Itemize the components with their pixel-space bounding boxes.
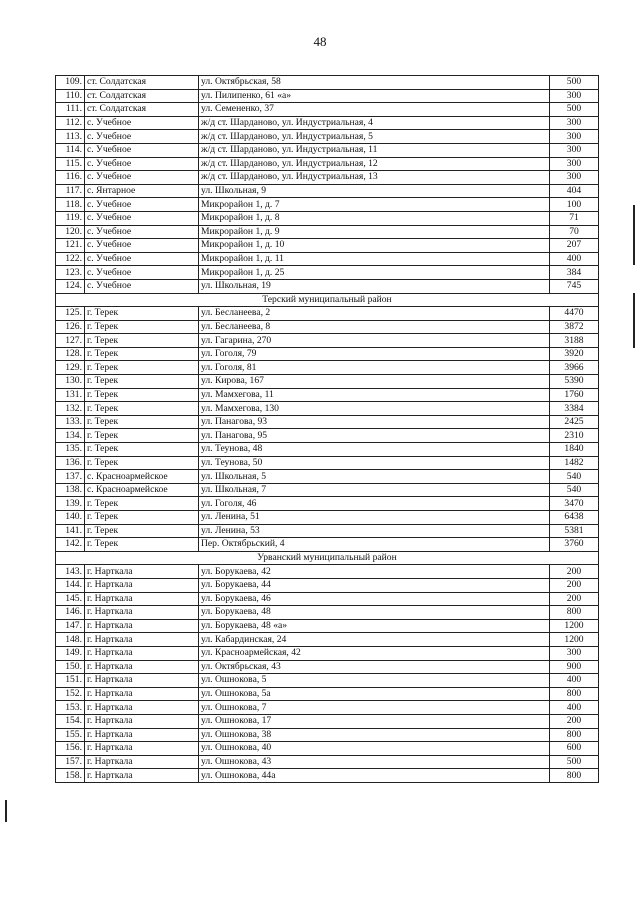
- address-cell: ж/д ст. Шарданово, ул. Индустриальная, 13: [199, 171, 550, 185]
- row-number: 141.: [56, 524, 85, 538]
- address-cell: ул. Ошнокова, 44а: [199, 769, 550, 783]
- table-row: [56, 483, 599, 497]
- address-cell: ул. Борукаева, 42: [199, 565, 550, 579]
- settlement-cell: с. Учебное: [85, 211, 199, 225]
- address-cell: ж/д ст. Шарданово, ул. Индустриальная, 4: [199, 116, 550, 130]
- row-number: 116.: [56, 171, 85, 185]
- table-row: [56, 429, 599, 443]
- table-row: [56, 143, 599, 157]
- table-row: [56, 130, 599, 144]
- row-number: 150.: [56, 660, 85, 674]
- value-cell: 5381: [550, 524, 599, 538]
- value-cell: 384: [550, 266, 599, 280]
- value-cell: 200: [550, 578, 599, 592]
- table-row: [56, 456, 599, 470]
- settlement-cell: г. Терек: [85, 320, 199, 334]
- table-row: [56, 769, 599, 783]
- table-row: [56, 402, 599, 416]
- value-cell: 300: [550, 143, 599, 157]
- value-cell: 1200: [550, 633, 599, 647]
- row-number: 119.: [56, 211, 85, 225]
- settlement-cell: ст. Солдатская: [85, 76, 199, 90]
- address-cell: ул. Школьная, 9: [199, 184, 550, 198]
- row-number: 135.: [56, 443, 85, 457]
- address-cell: ул. Ошнокова, 7: [199, 701, 550, 715]
- table-row: [56, 674, 599, 688]
- address-cell: ул. Борукаева, 44: [199, 578, 550, 592]
- row-number: 111.: [56, 103, 85, 117]
- address-cell: ул. Борукаева, 48 «а»: [199, 619, 550, 633]
- row-number: 113.: [56, 130, 85, 144]
- value-cell: 2310: [550, 429, 599, 443]
- value-cell: 1760: [550, 388, 599, 402]
- settlement-cell: г. Нарткала: [85, 633, 199, 647]
- value-cell: 1482: [550, 456, 599, 470]
- settlement-cell: с. Учебное: [85, 198, 199, 212]
- table-row: [56, 375, 599, 389]
- address-cell: ул. Ошнокова, 5а: [199, 687, 550, 701]
- settlement-cell: г. Терек: [85, 497, 199, 511]
- address-cell: ул. Борукаева, 46: [199, 592, 550, 606]
- table-row: [56, 565, 599, 579]
- settlement-cell: ст. Солдатская: [85, 103, 199, 117]
- row-number: 144.: [56, 578, 85, 592]
- scan-mark: [633, 205, 635, 265]
- address-cell: ул. Теунова, 50: [199, 456, 550, 470]
- value-cell: 200: [550, 592, 599, 606]
- value-cell: 70: [550, 225, 599, 239]
- value-cell: 71: [550, 211, 599, 225]
- row-number: 115.: [56, 157, 85, 171]
- value-cell: 400: [550, 252, 599, 266]
- value-cell: 800: [550, 606, 599, 620]
- value-cell: 800: [550, 687, 599, 701]
- table-row: [56, 538, 599, 552]
- settlement-cell: г. Нарткала: [85, 674, 199, 688]
- row-number: 151.: [56, 674, 85, 688]
- settlement-cell: г. Терек: [85, 375, 199, 389]
- settlement-cell: г. Терек: [85, 456, 199, 470]
- row-number: 132.: [56, 402, 85, 416]
- table-row: [56, 742, 599, 756]
- settlement-cell: с. Учебное: [85, 225, 199, 239]
- address-cell: ул. Ошнокова, 5: [199, 674, 550, 688]
- address-cell: ул. Гоголя, 79: [199, 347, 550, 361]
- settlement-cell: г. Нарткала: [85, 769, 199, 783]
- table-row: [56, 646, 599, 660]
- value-cell: 800: [550, 728, 599, 742]
- row-number: 142.: [56, 538, 85, 552]
- row-number: 146.: [56, 606, 85, 620]
- section-title: Урванский муниципальный район: [56, 551, 599, 565]
- value-cell: 300: [550, 116, 599, 130]
- table-row: [56, 157, 599, 171]
- row-number: 155.: [56, 728, 85, 742]
- value-cell: 404: [550, 184, 599, 198]
- address-cell: ул. Семененко, 37: [199, 103, 550, 117]
- settlement-cell: г. Терек: [85, 511, 199, 525]
- address-cell: ул. Панагова, 95: [199, 429, 550, 443]
- row-number: 143.: [56, 565, 85, 579]
- settlement-cell: г. Терек: [85, 538, 199, 552]
- address-cell: Микрорайон 1, д. 7: [199, 198, 550, 212]
- row-number: 157.: [56, 755, 85, 769]
- row-number: 110.: [56, 89, 85, 103]
- settlement-cell: г. Нарткала: [85, 660, 199, 674]
- row-number: 136.: [56, 456, 85, 470]
- settlement-cell: г. Терек: [85, 443, 199, 457]
- settlement-cell: с. Учебное: [85, 157, 199, 171]
- settlement-cell: с. Учебное: [85, 266, 199, 280]
- table-row: [56, 76, 599, 90]
- address-cell: ул. Гоголя, 46: [199, 497, 550, 511]
- table-row: [56, 361, 599, 375]
- table-row: [56, 320, 599, 334]
- value-cell: 600: [550, 742, 599, 756]
- table-row: [56, 415, 599, 429]
- settlement-cell: с. Учебное: [85, 252, 199, 266]
- address-cell: ул. Гоголя, 81: [199, 361, 550, 375]
- table-row: [56, 660, 599, 674]
- settlement-cell: с. Янтарное: [85, 184, 199, 198]
- address-cell: ж/д ст. Шарданово, ул. Индустриальная, 12: [199, 157, 550, 171]
- address-cell: ул. Панагова, 93: [199, 415, 550, 429]
- address-cell: ул. Теунова, 48: [199, 443, 550, 457]
- row-number: 148.: [56, 633, 85, 647]
- settlement-cell: г. Терек: [85, 524, 199, 538]
- settlement-cell: г. Нарткала: [85, 728, 199, 742]
- row-number: 109.: [56, 76, 85, 90]
- table-row: [56, 116, 599, 130]
- address-cell: Микрорайон 1, д. 9: [199, 225, 550, 239]
- value-cell: 300: [550, 157, 599, 171]
- value-cell: 3384: [550, 402, 599, 416]
- settlement-cell: г. Нарткала: [85, 687, 199, 701]
- settlement-cell: г. Нарткала: [85, 646, 199, 660]
- table-row: [56, 89, 599, 103]
- settlement-cell: г. Терек: [85, 402, 199, 416]
- address-cell: ул. Пилипенко, 61 «а»: [199, 89, 550, 103]
- value-cell: 4470: [550, 307, 599, 321]
- address-cell: ул. Бесланеева, 8: [199, 320, 550, 334]
- table-row: [56, 388, 599, 402]
- settlement-cell: г. Терек: [85, 429, 199, 443]
- value-cell: 745: [550, 279, 599, 293]
- row-number: 131.: [56, 388, 85, 402]
- value-cell: 3872: [550, 320, 599, 334]
- row-number: 126.: [56, 320, 85, 334]
- row-number: 128.: [56, 347, 85, 361]
- table-row: [56, 470, 599, 484]
- address-cell: Микрорайон 1, д. 25: [199, 266, 550, 280]
- settlement-cell: г. Терек: [85, 361, 199, 375]
- row-number: 139.: [56, 497, 85, 511]
- value-cell: 400: [550, 701, 599, 715]
- value-cell: 540: [550, 483, 599, 497]
- value-cell: 400: [550, 674, 599, 688]
- value-cell: 2425: [550, 415, 599, 429]
- row-number: 156.: [56, 742, 85, 756]
- settlement-cell: с. Учебное: [85, 116, 199, 130]
- settlement-cell: г. Нарткала: [85, 714, 199, 728]
- settlement-cell: г. Терек: [85, 347, 199, 361]
- registry-body: [56, 76, 599, 783]
- address-cell: ул. Октябрьская, 43: [199, 660, 550, 674]
- table-row: [56, 307, 599, 321]
- value-cell: 900: [550, 660, 599, 674]
- row-number: 125.: [56, 307, 85, 321]
- table-row: [56, 687, 599, 701]
- table-row: [56, 184, 599, 198]
- row-number: 149.: [56, 646, 85, 660]
- address-cell: ул. Ленина, 53: [199, 524, 550, 538]
- table-row: [56, 103, 599, 117]
- address-cell: ул. Ошнокова, 17: [199, 714, 550, 728]
- value-cell: 3966: [550, 361, 599, 375]
- settlement-cell: г. Терек: [85, 334, 199, 348]
- row-number: 152.: [56, 687, 85, 701]
- value-cell: 3470: [550, 497, 599, 511]
- value-cell: 100: [550, 198, 599, 212]
- table-row: [56, 592, 599, 606]
- settlement-cell: г. Нарткала: [85, 701, 199, 715]
- value-cell: 800: [550, 769, 599, 783]
- row-number: 129.: [56, 361, 85, 375]
- address-cell: Микрорайон 1, д. 8: [199, 211, 550, 225]
- table-row: [56, 252, 599, 266]
- row-number: 130.: [56, 375, 85, 389]
- table-row: [56, 714, 599, 728]
- row-number: 122.: [56, 252, 85, 266]
- section-header-row: [56, 293, 599, 307]
- address-cell: ж/д ст. Шарданово, ул. Индустриальная, 11: [199, 143, 550, 157]
- table-row: [56, 497, 599, 511]
- table-row: [56, 211, 599, 225]
- row-number: 133.: [56, 415, 85, 429]
- settlement-cell: ст. Солдатская: [85, 89, 199, 103]
- address-cell: ул. Мамхегова, 11: [199, 388, 550, 402]
- settlement-cell: г. Терек: [85, 415, 199, 429]
- value-cell: 500: [550, 755, 599, 769]
- address-cell: Микрорайон 1, д. 11: [199, 252, 550, 266]
- row-number: 117.: [56, 184, 85, 198]
- row-number: 124.: [56, 279, 85, 293]
- table-row: [56, 443, 599, 457]
- row-number: 138.: [56, 483, 85, 497]
- address-cell: ул. Кирова, 167: [199, 375, 550, 389]
- settlement-cell: с. Учебное: [85, 143, 199, 157]
- settlement-cell: с. Красноармейское: [85, 470, 199, 484]
- row-number: 145.: [56, 592, 85, 606]
- row-number: 112.: [56, 116, 85, 130]
- table-row: [56, 171, 599, 185]
- value-cell: 540: [550, 470, 599, 484]
- address-cell: ул. Ошнокова, 38: [199, 728, 550, 742]
- settlement-cell: с. Учебное: [85, 171, 199, 185]
- address-cell: Пер. Октябрьский, 4: [199, 538, 550, 552]
- registry-table: [55, 75, 599, 783]
- value-cell: 3760: [550, 538, 599, 552]
- row-number: 120.: [56, 225, 85, 239]
- row-number: 134.: [56, 429, 85, 443]
- table-row: [56, 524, 599, 538]
- table-row: [56, 334, 599, 348]
- table-row: [56, 755, 599, 769]
- value-cell: 1840: [550, 443, 599, 457]
- row-number: 140.: [56, 511, 85, 525]
- settlement-cell: с. Учебное: [85, 130, 199, 144]
- table-row: [56, 239, 599, 253]
- address-cell: ул. Школьная, 7: [199, 483, 550, 497]
- address-cell: ул. Бесланеева, 2: [199, 307, 550, 321]
- address-cell: Микрорайон 1, д. 10: [199, 239, 550, 253]
- address-cell: ул. Ошнокова, 40: [199, 742, 550, 756]
- row-number: 147.: [56, 619, 85, 633]
- section-title: Терский муниципальный район: [56, 293, 599, 307]
- row-number: 154.: [56, 714, 85, 728]
- settlement-cell: г. Нарткала: [85, 592, 199, 606]
- value-cell: 300: [550, 646, 599, 660]
- page-number: 48: [313, 34, 327, 49]
- table-row: [56, 728, 599, 742]
- table-row: [56, 701, 599, 715]
- table-row: [56, 347, 599, 361]
- address-cell: ул. Мамхегова, 130: [199, 402, 550, 416]
- address-cell: ул. Гагарина, 270: [199, 334, 550, 348]
- settlement-cell: с. Красноармейское: [85, 483, 199, 497]
- settlement-cell: г. Нарткала: [85, 565, 199, 579]
- section-header-row: [56, 551, 599, 565]
- row-number: 158.: [56, 769, 85, 783]
- address-cell: ул. Октябрьская, 58: [199, 76, 550, 90]
- settlement-cell: г. Терек: [85, 307, 199, 321]
- row-number: 121.: [56, 239, 85, 253]
- value-cell: 1200: [550, 619, 599, 633]
- table-row: [56, 225, 599, 239]
- row-number: 114.: [56, 143, 85, 157]
- address-cell: ул. Борукаева, 48: [199, 606, 550, 620]
- address-cell: ул. Красноармейская, 42: [199, 646, 550, 660]
- table-row: [56, 279, 599, 293]
- address-cell: ул. Школьная, 5: [199, 470, 550, 484]
- address-cell: ж/д ст. Шарданово, ул. Индустриальная, 5: [199, 130, 550, 144]
- table-row: [56, 633, 599, 647]
- value-cell: 5390: [550, 375, 599, 389]
- address-cell: ул. Ленина, 51: [199, 511, 550, 525]
- table-row: [56, 198, 599, 212]
- value-cell: 300: [550, 171, 599, 185]
- value-cell: 6438: [550, 511, 599, 525]
- row-number: 127.: [56, 334, 85, 348]
- value-cell: 207: [550, 239, 599, 253]
- table-row: [56, 578, 599, 592]
- table-row: [56, 619, 599, 633]
- settlement-cell: г. Терек: [85, 388, 199, 402]
- value-cell: 200: [550, 565, 599, 579]
- row-number: 137.: [56, 470, 85, 484]
- value-cell: 3188: [550, 334, 599, 348]
- row-number: 153.: [56, 701, 85, 715]
- value-cell: 3920: [550, 347, 599, 361]
- address-cell: ул. Ошнокова, 43: [199, 755, 550, 769]
- scan-mark: [5, 800, 7, 822]
- row-number: 118.: [56, 198, 85, 212]
- settlement-cell: г. Нарткала: [85, 619, 199, 633]
- row-number: 123.: [56, 266, 85, 280]
- settlement-cell: г. Нарткала: [85, 606, 199, 620]
- settlement-cell: г. Нарткала: [85, 578, 199, 592]
- settlement-cell: г. Нарткала: [85, 742, 199, 756]
- table-row: [56, 606, 599, 620]
- table-row: [56, 511, 599, 525]
- value-cell: 500: [550, 103, 599, 117]
- address-cell: ул. Кабардинская, 24: [199, 633, 550, 647]
- value-cell: 300: [550, 89, 599, 103]
- value-cell: 200: [550, 714, 599, 728]
- address-cell: ул. Школьная, 19: [199, 279, 550, 293]
- value-cell: 300: [550, 130, 599, 144]
- settlement-cell: г. Нарткала: [85, 755, 199, 769]
- settlement-cell: с. Учебное: [85, 279, 199, 293]
- settlement-cell: с. Учебное: [85, 239, 199, 253]
- scan-mark: [633, 293, 635, 348]
- table-row: [56, 266, 599, 280]
- value-cell: 500: [550, 76, 599, 90]
